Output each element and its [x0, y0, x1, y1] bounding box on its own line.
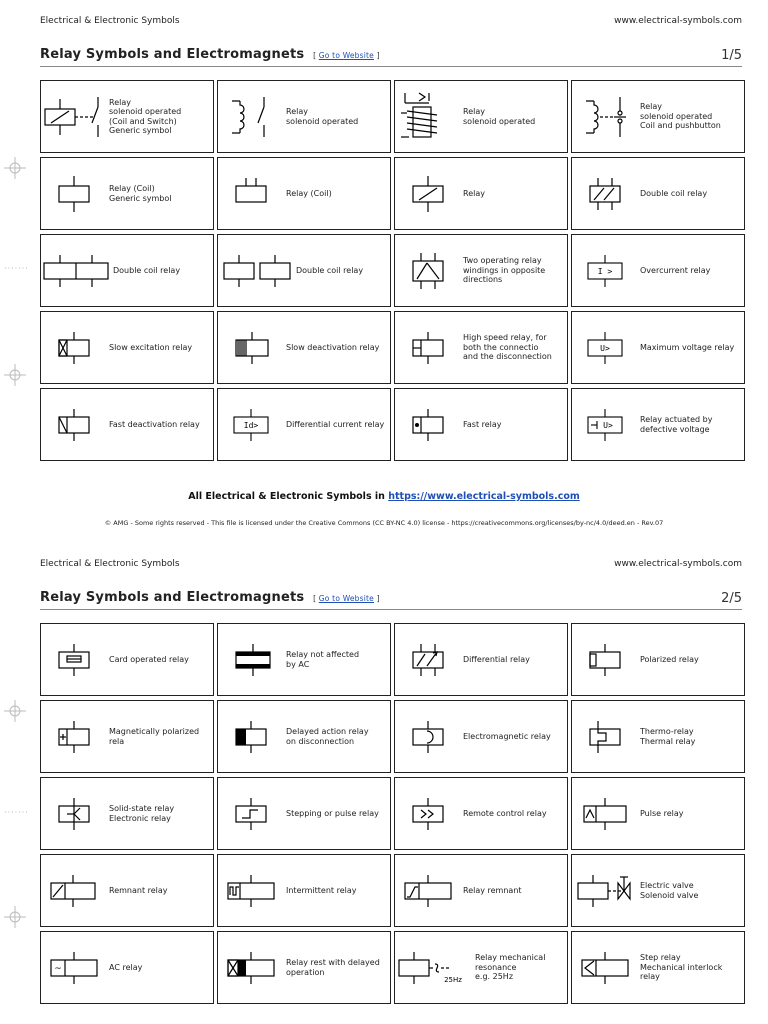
symbol-grid-1: [40, 80, 745, 461]
pulse-relay-icon: [574, 786, 636, 842]
page-title-text: Relay Symbols and Electromagnets: [40, 47, 305, 62]
symbol-label: Slow deactivation relay: [286, 342, 380, 352]
maximum-voltage-icon: [574, 320, 636, 376]
symbol-label: Thermo-relay Thermal relay: [640, 727, 696, 746]
symbol-label: Relay not affected by AC: [286, 650, 360, 669]
overcurrent-relay-icon: [574, 243, 636, 299]
symbol-cell: [394, 388, 568, 461]
fast-relay-icon: [397, 397, 459, 453]
symbol-label: Overcurrent relay: [640, 265, 711, 275]
defective-voltage-icon: [574, 397, 636, 453]
symbol-label: Relay solenoid operated Coil and pushbutton: [640, 102, 721, 131]
symbol-label: Relay mechanical resonance e.g. 25Hz: [475, 953, 546, 982]
symbol-cell: [40, 157, 214, 230]
relay-coil-pushbutton-icon: [574, 89, 636, 145]
relay-coil-and-switch-icon: [43, 89, 105, 145]
symbol-label: Remote control relay: [463, 808, 547, 818]
symbol-cell: [394, 931, 568, 1004]
symbol-label: Relay solenoid operated (Coil and Switch) Generic symbol: [109, 97, 182, 135]
svg-text:U>: U>: [600, 343, 610, 353]
symbol-cell: [571, 777, 745, 850]
stepping-pulse-icon: [220, 786, 282, 842]
step-relay-icon: [574, 940, 636, 996]
header-left: Electrical & Electronic Symbols: [40, 16, 180, 26]
symbol-label: Differential relay: [463, 654, 530, 664]
symbol-cell: [217, 931, 391, 1004]
symbol-label: Intermittent relay: [286, 885, 357, 895]
symbol-label: Fast deactivation relay: [109, 419, 200, 429]
svg-text:U>: U>: [603, 420, 613, 430]
page-title-text: Relay Symbols and Electromagnets: [40, 590, 305, 605]
registration-mark-icon: [4, 906, 26, 928]
symbol-label: Relay solenoid operated: [286, 107, 359, 126]
title-rule: [40, 66, 742, 67]
symbol-cell: [571, 157, 745, 230]
symbol-label: Slow excitation relay: [109, 342, 193, 352]
svg-text:~: ~: [54, 963, 62, 974]
header-right: www.electrical-symbols.com: [614, 559, 742, 569]
symbol-label: Two operating relay windings in opposite directions: [463, 256, 546, 285]
symbol-cell: [217, 854, 391, 927]
symbol-label: Pulse relay: [640, 808, 684, 818]
symbol-cell: [394, 311, 568, 384]
page-title: [40, 590, 380, 605]
symbol-label: Maximum voltage relay: [640, 342, 735, 352]
registration-mark-icon: [4, 157, 26, 179]
footer-license: © AMG - Some rights reserved - This file is licensed under the Creative Commons (CC BY-NC 4.0) license - https://creativecommons.org/licenses/by-nc/4.0/deed.en - Rev.07: [104, 519, 664, 527]
electromagnetic-relay-icon: [397, 709, 459, 765]
symbol-cell: [394, 854, 568, 927]
symbol-label: Polarized relay: [640, 654, 699, 664]
symbol-label: Relay solenoid operated: [463, 107, 536, 126]
symbol-cell: [40, 623, 214, 696]
symbol-label: Double coil relay: [640, 188, 708, 198]
symbol-label: Stepping or pulse relay: [286, 808, 379, 818]
symbol-cell: [40, 931, 214, 1004]
symbol-cell: [217, 623, 391, 696]
symbol-cell: [217, 80, 391, 153]
symbol-label: Relay remnant: [463, 885, 522, 895]
mechanical-resonance-icon: [397, 940, 471, 996]
perforation-dots: ·······: [4, 264, 29, 273]
symbol-cell: [217, 700, 391, 773]
symbol-label: Electric valve Solenoid valve: [640, 881, 699, 900]
symbol-cell: [394, 80, 568, 153]
symbol-label: Double coil relay: [113, 265, 181, 275]
remnant-relay-icon: [43, 863, 105, 919]
relay-remnant-icon: [397, 863, 459, 919]
relay-solenoid-winding-icon: [397, 89, 459, 145]
differential-relay-icon: [397, 632, 459, 688]
footer-prefix: All Electrical & Electronic Symbols in: [188, 491, 385, 502]
symbol-label: Relay (Coil) Generic symbol: [109, 184, 172, 203]
symbol-cell: [217, 388, 391, 461]
high-speed-relay-icon: [397, 320, 459, 376]
perforation-dots: ·······: [4, 808, 29, 817]
double-coil-wide-icon: [43, 243, 109, 299]
symbol-label: Fast relay: [463, 419, 502, 429]
relay-solenoid-coil-switch-icon: [220, 89, 282, 145]
symbol-label: Relay rest with delayed operation: [286, 958, 380, 977]
symbol-cell: [571, 623, 745, 696]
footer-main: [0, 491, 768, 502]
page-2: [0, 543, 768, 1024]
title-link-wrapper: [ Go to Website ]: [313, 51, 380, 60]
slow-excitation-icon: [43, 320, 105, 376]
registration-mark-icon: [4, 700, 26, 722]
go-to-website-link[interactable]: Go to Website: [318, 51, 374, 60]
double-coil-split-icon: [220, 243, 292, 299]
delayed-action-icon: [220, 709, 282, 765]
rest-delayed-icon: [220, 940, 282, 996]
symbol-cell: [40, 311, 214, 384]
symbol-label: High speed relay, for both the connectio and the disconnection: [463, 333, 552, 362]
symbol-cell: [394, 623, 568, 696]
symbol-label: Card operated relay: [109, 654, 189, 664]
symbol-cell: [217, 777, 391, 850]
symbol-cell: [394, 777, 568, 850]
symbol-label: Electromagnetic relay: [463, 731, 551, 741]
symbol-cell: [571, 931, 745, 1004]
ac-relay-icon: [43, 940, 105, 996]
svg-text:Id>: Id>: [243, 420, 259, 430]
relay-slash-icon: [397, 166, 459, 222]
symbol-cell: [40, 388, 214, 461]
header-left: Electrical & Electronic Symbols: [40, 559, 180, 569]
differential-current-icon: [220, 397, 282, 453]
page-title: [40, 47, 380, 62]
slow-deactivation-icon: [220, 320, 282, 376]
symbol-label: AC relay: [109, 962, 143, 972]
symbol-cell: [40, 700, 214, 773]
symbol-label: Double coil relay: [296, 265, 364, 275]
symbol-cell: [40, 80, 214, 153]
symbol-cell: [217, 234, 391, 307]
symbol-cell: [571, 388, 745, 461]
remote-control-icon: [397, 786, 459, 842]
relay-coil-icon: [220, 166, 282, 222]
polarized-relay-icon: [574, 632, 636, 688]
intermittent-relay-icon: [220, 863, 282, 919]
symbol-cell: [571, 854, 745, 927]
symbol-label: Step relay Mechanical interlock relay: [640, 953, 723, 982]
symbol-cell: [40, 854, 214, 927]
symbol-cell: [571, 311, 745, 384]
double-coil-slash-icon: [574, 166, 636, 222]
title-rule: [40, 609, 742, 610]
ac-unaffected-icon: [220, 632, 282, 688]
registration-mark-icon: [4, 364, 26, 386]
symbol-label: Differential current relay: [286, 419, 385, 429]
symbol-label: Relay actuated by defective voltage: [640, 415, 713, 434]
symbol-cell: [394, 234, 568, 307]
symbol-cell: [217, 157, 391, 230]
symbol-label: Delayed action relay on disconnection: [286, 727, 369, 746]
solid-state-icon: [43, 786, 105, 842]
symbol-cell: [394, 157, 568, 230]
go-to-website-link[interactable]: Go to Website: [318, 594, 374, 603]
symbol-cell: [217, 311, 391, 384]
thermo-relay-icon: [574, 709, 636, 765]
footer-website-link[interactable]: https://www.electrical-symbols.com: [388, 491, 580, 502]
title-link-wrapper: [ Go to Website ]: [313, 594, 380, 603]
symbol-label: Magnetically polarized rela: [109, 727, 200, 746]
symbol-cell: [571, 700, 745, 773]
relay-coil-icon: [43, 166, 105, 222]
svg-text:25Hz: 25Hz: [444, 975, 462, 984]
svg-text:I >: I >: [597, 266, 613, 276]
symbol-cell: [40, 234, 214, 307]
symbol-label: Remnant relay: [109, 885, 168, 895]
page-number: 1/5: [721, 48, 742, 63]
symbol-cell: [571, 234, 745, 307]
magnetically-polarized-icon: [43, 709, 105, 765]
symbol-cell: [394, 700, 568, 773]
fast-deactivation-icon: [43, 397, 105, 453]
symbol-label: Relay: [463, 188, 485, 198]
symbol-label: Solid-state relay Electronic relay: [109, 804, 175, 823]
symbol-label: Relay (Coil): [286, 188, 332, 198]
solenoid-valve-icon: [574, 863, 636, 919]
symbol-cell: [571, 80, 745, 153]
opposite-windings-icon: [397, 243, 459, 299]
header-right: www.electrical-symbols.com: [614, 16, 742, 26]
symbol-grid-2: [40, 623, 745, 1004]
symbol-cell: [40, 777, 214, 850]
page-number: 2/5: [721, 591, 742, 606]
card-operated-icon: [43, 632, 105, 688]
